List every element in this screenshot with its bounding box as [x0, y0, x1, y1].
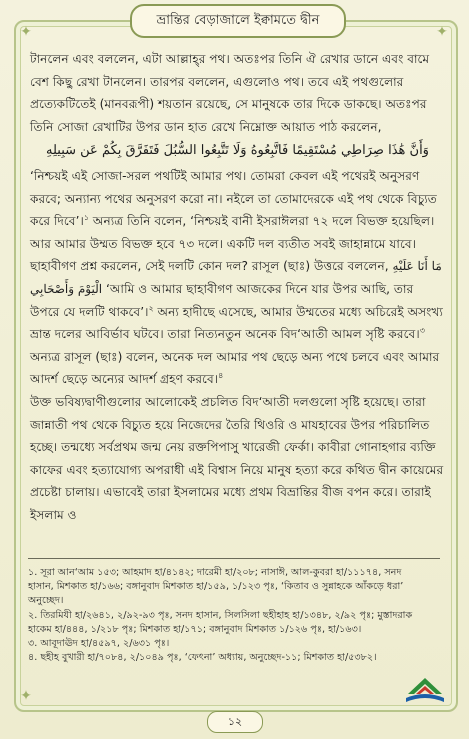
hadith-text: অন্যত্র রাসূল (ছাঃ) বলেন, অনেক দল আমার পথ ছেড়ে অন্য পথে চলবে এবং আমার আদর্শ ছেড়ে অন্যের আদর্শ গ্রহণ করবে।: [30, 349, 440, 387]
inline-arabic-phrase: مَا أَنَا عَلَيْهِ الْيَوْمَ وَأَصْحَابِي: [30, 259, 442, 296]
translation-text: ‘আমি ও আমার ছাহাবীগণ আজকের দিনে যার উপর আছি, তার উপরে যে দলটি থাকবে’।: [30, 281, 414, 319]
footnote-ref-3: ৩: [419, 326, 425, 336]
hadith-text: অন্যত্র তিনি বলেন, ‘নিশ্চয়ই বানী ইসরাঈলরা ৭২ দলে বিভক্ত হয়েছিল। আর আমার উম্মত বিভক্ত হবে ৭৩ দলে। একটি দল ব্যতীত সবই জাহান্নামে যাবে। ছাহাবীগণ প্রশ্ন করলেন, সেই দলটি কোন দল? রাসূল (ছাঃ) উত্তরে বললেন,: [30, 214, 435, 274]
footnote-ref-4: ৪: [218, 371, 224, 381]
page-number-badge: [207, 711, 263, 733]
paragraph-1: টানলেন এবং বললেন, এটা আল্লাহ্‌র পথ। অতঃপর তিনি ঐ রেখার ডানে এবং বামে বেশ কিছু রেখা টানলেন। তারপর বললেন, এগুলোও পথ। তবে এই পথগুলোর প্রত্যেকটিতেই (মানবরূপী) শয়তান রয়েছে, সে মানুষকে তার দিকে ডাকছে। অতঃপর তিনি সোজা রেখাটির উপর ডান হাত রেখে নিম্নোক্ত আয়াত পাঠ করলেন,: [30, 52, 430, 134]
header-banner: [130, 4, 346, 38]
page-number: ১২: [227, 714, 243, 728]
quote-text: ‘নিশ্চয়ই এই সোজা-সরল পথটিই আমার পথ। তোমরা কেবল এই পথেরই অনুসরণ করবে; অন্যান্য পথের অনুসরণ করো না। নইলে তা তোমাদেরকে এই পথ থেকে বিচ্যুত করে দিবে’।: [30, 168, 437, 229]
footnote-item: ১. সূরা আন‘আম ১৫৩; আহমাদ হা/৪১৪২; দারেমী হা/২০৮; নাসাঈ, আল-কুবরা হা/১১১৭৪, সনদ হাসান, মিশকাত হা/১৬৬; বঙ্গানুবাদ মিশকাত হা/১৫৯, ১/১২৩ পৃঃ, ‘কিতাব ও সুন্নাহকে আঁকড়ে ধরা’ অনুচ্ছেদ।: [28, 567, 404, 607]
paragraph-3: উক্ত ভবিষ্যদ্বাণীগুলোর আলোকেই প্রচলিত বিদ‘আতী দলগুলো সৃষ্টি হয়েছে। তারা জান্নাতী পথ থেকে বিচ্যুত হয়ে নিজেদের তৈরি থিওরি ও মাযহাবের উপর পরিচালিত হচ্ছে। তন্মধ্যে সর্বপ্রথম জন্ম নেয় রক্তপিপাসু খারেজী ফের্কা। কাবীরা গোনাহগার ব্যক্তি কাফের এবং হত্যাযোগ্য অপরাধী এই বিশ্বাস নিয়ে মানুষ হত্যা করে কথিত দ্বীন কায়েমের প্রচেষ্টা চালায়। এভাবেই তারা ইসলামের মধ্যে প্রথম বিভ্রান্তির বীজ বপন করে। তারাই ইসলাম ও: [30, 394, 444, 522]
footnote-ref-1: ১: [83, 213, 90, 223]
footnotes: [28, 566, 428, 665]
footnote-divider: [28, 558, 440, 559]
footnote-item: ৪. ছহীহ বুখারী হা/৭০৮৪, ২/১০৪৯ পৃঃ, ‘ফেৎনা’ অধ্যায়, অনুচ্ছেদ-১১; মিশকাত হা/৫৩৮২।: [28, 652, 377, 664]
arabic-verse: وَأَنَّ هَٰذَا صِرَاطِي مُسْتَقِيمًا فَاتَّبِعُوهُ وَلَا تَتَّبِعُوا السُّبُلَ فَتَفَرَّقَ بِكُمْ عَن سَبِيلِهِ: [46, 143, 429, 159]
footnote-ref-2: ২: [148, 303, 154, 313]
footnote-item: ৩. আবূদাঊদ হা/৪৫৯৭, ২/৬৩১ পৃঃ।: [28, 638, 170, 650]
paragraph-2: [30, 165, 445, 391]
page-header-title: ভ্রান্তির বেড়াজালে ইক্বামতে দ্বীন: [156, 12, 320, 28]
publisher-logo-icon: [402, 676, 448, 706]
corner-ornament-icon: ✦: [20, 688, 32, 704]
corner-ornament-icon: ✦: [436, 24, 448, 40]
main-body-text: [30, 48, 445, 526]
corner-ornament-icon: ✦: [20, 24, 32, 40]
hadith-text: অন্য হাদীছে এসেছে, আমার উম্মতের মধ্যে অচিরেই অসংখ্য ভ্রান্ত দলের আবির্ভাব ঘটবে। তারা নিত্যনতুন অনেক বিদ‘আতী আমল সৃষ্টি করবে।: [30, 304, 443, 342]
footnote-item: ২. তিরমিযী হা/২৬৪১, ২/৯২-৯৩ পৃঃ, সনদ হাসান, সিলসিলা ছহীহাহ হা/১৩৪৮, ২/৯২ পৃঃ; মুস্তাদরাক হাকেম হা/৪৪৪, ১/২১৮ পৃঃ; মিশকাত হা/১৭১; বঙ্গানুবাদ মিশকাত ১/১২৬ পৃঃ, হা/১৬৩।: [28, 609, 413, 635]
